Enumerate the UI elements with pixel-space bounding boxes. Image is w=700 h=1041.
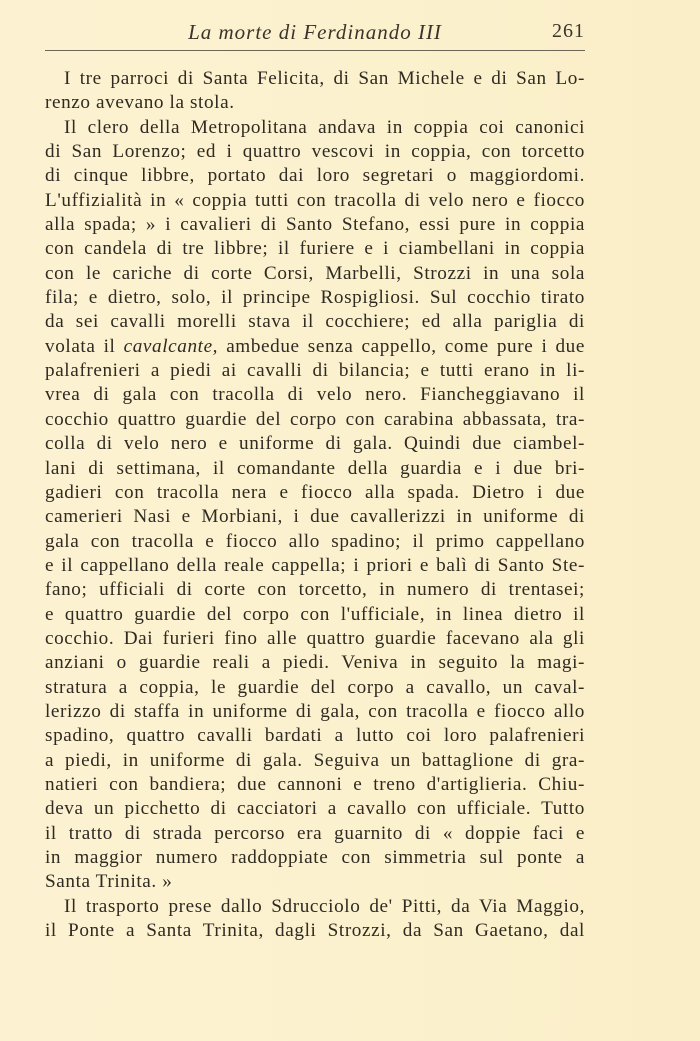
text-line: gadieri con tracolla nera e fiocco alla spada. Dietro i due (45, 481, 585, 503)
text-line: lerizzo di staffa in uniforme di gala, con tracolla e fiocco allo (45, 700, 585, 722)
text-segment: ambedue senza cappello, come pure i due (218, 335, 585, 357)
text-line: vrea di gala con tracolla di velo nero. Fiancheggiavano il (45, 384, 585, 406)
text-line: il tratto di strada percorso era guarnito di « doppie faci e (45, 822, 585, 844)
text-line: alla spada; » i cavalieri di Santo Stefano, essi pure in coppia (45, 214, 585, 236)
text-line: a piedi, in uniforme di gala. Seguiva un battaglione di gra- (45, 749, 585, 771)
text-segment: volata il (45, 335, 124, 357)
text-line: anziani o guardie reali a piedi. Veniva in seguito la magi- (45, 652, 585, 674)
text-line: stratura a coppia, le guardie del corpo a cavallo, un caval- (45, 676, 585, 698)
text-line: palafrenieri a piedi ai cavalli di bilancia; e tutti erano in li- (45, 360, 585, 382)
text-line: in maggior numero raddoppiate con simmetria sul ponte a (45, 847, 585, 868)
text-line: lani di settimana, il comandante della guardia e i due bri- (45, 457, 585, 479)
text-line: cocchio. Dai furieri fino alle quattro guardie facevano ala gli (45, 627, 585, 649)
text-line: e il cappellano della reale cappella; i priori e balì di Santo Ste- (45, 554, 585, 576)
text-line: Il trasporto prese dallo Sdrucciolo de' Pitti, da Via Maggio, (64, 895, 585, 917)
italic-term: cavalcante, (123, 335, 219, 357)
text-line: e quattro guardie del corpo con l'ufficiale, in linea dietro il (45, 603, 585, 625)
text-line: gala con tracolla e fiocco allo spadino; il primo cappellano (45, 530, 585, 552)
text-line: il Ponte a Santa Trinita, dagli Strozzi, da San Gaetano, dal (45, 920, 585, 942)
text-line: da sei cavalli morelli stava il cocchiere; ed alla pariglia di (45, 311, 585, 333)
text-line: di San Lorenzo; ed i quattro vescovi in coppia, con torcetto (45, 141, 585, 163)
text-line: con le cariche di corte Corsi, Marbelli, Strozzi in una sola (45, 262, 585, 284)
running-head (45, 20, 585, 46)
text-line: di cinque libbre, portato dai loro segretari o maggiordomi. (45, 165, 585, 187)
body-text (45, 67, 585, 943)
text-line: con candela di tre libbre; il furiere e i ciambellani in coppia (45, 238, 585, 260)
text-line: L'uffizialità in « coppia tutti con tracolla di velo nero e fiocco (45, 189, 585, 211)
text-line: Santa Trinita. » (45, 871, 173, 893)
text-line: colla di velo nero e uniforme di gala. Quindi due ciambel- (45, 433, 585, 455)
text-line: spadino, quattro cavalli bardati a lutto coi loro palafrenieri (45, 725, 585, 747)
text-line: natieri con bandiera; due cannoni e treno d'artiglieria. Chiu- (45, 773, 585, 795)
header-rule (45, 50, 585, 51)
text-line: I tre parroci di Santa Felicita, di San Michele e di San Lo- (64, 68, 585, 89)
text-line: fila; e dietro, solo, il principe Rospigliosi. Sul cocchio tirato (45, 287, 585, 309)
text-line: Il clero della Metropolitana andava in coppia coi canonici (64, 116, 585, 138)
running-title: La morte di Ferdinando III (188, 20, 442, 44)
text-line: deva un picchetto di cacciatori a cavallo con ufficiale. Tutto (45, 798, 585, 820)
text-line: renzo avevano la stola. (45, 92, 235, 114)
text-line: cocchio quattro guardie del corpo con carabina abbassata, tra- (45, 408, 585, 430)
page-number: 261 (552, 20, 585, 42)
text-line: fano; ufficiali di corte con torcetto, in numero di trentasei; (45, 579, 585, 601)
text-line-mixed (45, 335, 585, 359)
text-line: camerieri Nasi e Morbiani, i due cavallerizzi in uniforme di (45, 506, 585, 528)
